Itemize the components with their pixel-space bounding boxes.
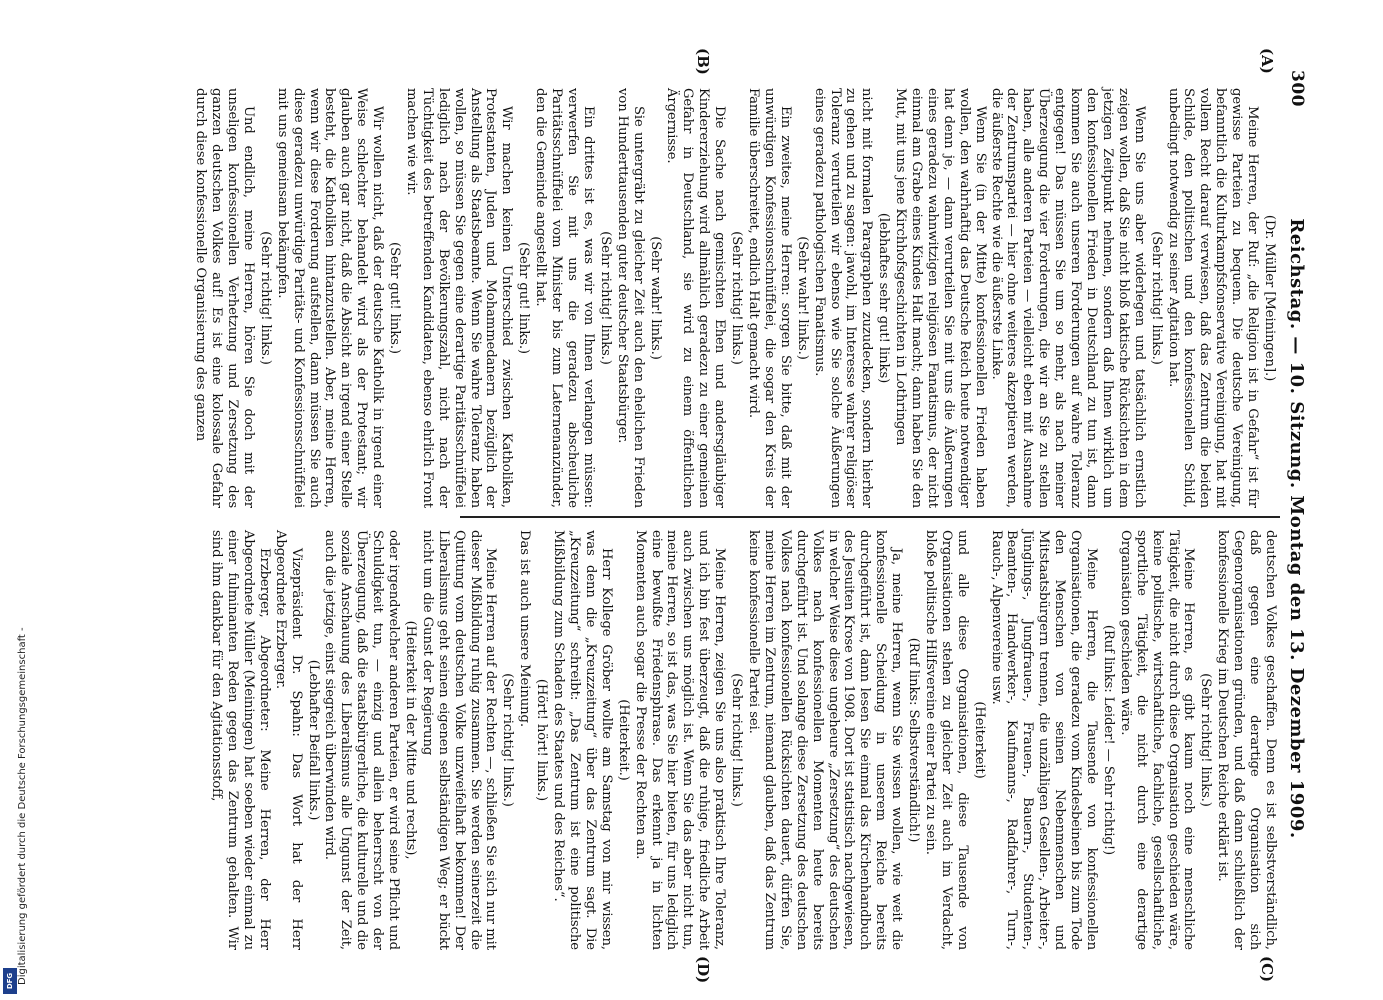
margin-letter-d: (D) — [694, 956, 712, 984]
paragraph: Und endlich, meine Herren, hören Sie doch mit der unseligen konfessionellen Verhetzung und Zersetzung des ganzen deutschen Volkes auf! Es ist eine kolossale Gefahr durch diese konfessionelle Organisierung des ganzen — [193, 88, 256, 508]
interjection: (Sehr wahr! links.) — [794, 236, 810, 360]
right-column — [208, 530, 1278, 950]
interjection: (Sehr richtig! links.) — [500, 673, 516, 807]
paragraph: Die Sache nach gemischten Ehen und andersgläubiger Kindererziehung wird allmählich geradezu zu einer gemeinen Gefahr in Deutschland, sie wird zu einem öffentlichen Ärgernisse. — [664, 88, 728, 508]
paragraph: Wenn Sie uns aber widerlegen und tatsächlich ernstlich zeigen wollen, daß Sie nicht bloß taktische Rücksichten in dem jetzigen Zeitpunkt nehmen, sondern daß Ihnen wirklich um den konfessionellen Frieden in Deutschland zu tun ist, dann kommen Sie auch unseren Forderungen auf wahre Toleranz entgegen! Das müssen Sie um so mehr, als nach meiner Überzeugung die vier Forderungen, die wir an Sie zu stellen haben, alle anderen Parteien — vielleicht eben mit Ausnahme der Zentrumspartei — hier ohne weiteres akzeptieren werden, die äußerste Rechte wie die äußerste Linke. — [988, 88, 1147, 508]
erzberger-statement: Erzberger, Abgeordneter: Meine Herren, der Herr Abgeordnete Müller (Meiningen) hat soeben wieder einmal zu einer fulminanten Reden gegen das Zentrum gehalten. Wir sind ihm dankbar für den Agitationsstoff, — [209, 530, 272, 950]
rotated-page-content — [70, 48, 1310, 984]
interjection: (lebhaftes sehr gut! links) — [876, 212, 892, 384]
interjection: (Sehr richtig! links.) — [1148, 231, 1164, 365]
interjection: (Heiterkeit in der Mitte und rechts), — [402, 620, 418, 860]
paragraph: Ja, meine Herren, wenn Sie wissen wollen, wie weit die konfessionelle Scheidung in unserem Reiche bereits durchgeführt ist, dann lesen Sie einmal das Kirchenhandbuch des Jesuiten Krose von 1908. Dort ist statistisch nachgewiesen, in welcher Weise diese ungeheure „Zersetzung“ des deutschen Volkes nach konfessionellen Momenten heute bereits durchgeführt ist. Und solange diese Zersetzung des deutschen Volkes nach konfessionellen Rücksichten dauert, dürfen Sie, meine Herren im Zentrum, niemand glauben, daß das Zentrum keine konfessionelle Partei sei. — [746, 530, 905, 950]
paragraph: Meine Herren, zeigen Sie uns also praktisch Ihre Toleranz, und ich bin fest überzeugt, daß die ruhige, friedliche Arbeit auch zwischen uns möglich ist. Wenn Sie das aber nicht tun, meine Herren, so ist das, was Sie hier bieten, für uns lediglich eine bewußte Friedensphrase. Das erkennt ja in lichten Momenten auch sogar die Presse der Rechten an. — [632, 530, 728, 950]
left-column — [192, 88, 1278, 508]
interjection: (Ruf links: Leider! — Sehr richtig!) — [1100, 624, 1116, 856]
dfg-logo — [3, 968, 17, 994]
interjection: (Lebhafter Beifall links.) — [305, 659, 321, 821]
column-divider — [460, 516, 1280, 518]
paragraph: Ein drittes ist es, was wir von Ihnen verlangen müssen: verwerfen Sie mit uns die geradezu abscheuliche Paritätsschnüffelei vom Minister bis zum Laternenanzünder, den die Gemeinde angestellt hat. — [533, 88, 596, 508]
interjection: (Sehr wahr! links.) — [647, 236, 663, 360]
interjection: (Sehr richtig! links.) — [1198, 673, 1214, 807]
paragraph: Wir wollen nicht, daß der deutsche Katholik in irgend einer Weise schlechter behandelt wird als der Protestant; wir glauben auch gar nicht, daß die Absicht an irgend einer Stelle besteht, die Katholiken hintanzustellen. Aber, meine Herren, wenn wir diese Forderung aufstellen, dann müssen Sie auch diese geradezu unwürdige Paritäts- und Konfessionsschnüffelei mit uns gemeinsam bekämpfen. — [274, 88, 386, 508]
paragraph: oder irgendwelcher anderen Parteien, er wird seine Pflicht und Schuldigkeit tun, — einzig und allein beherrscht von der Überzeugung, daß die staatsbürgerliche, die kulturelle und die soziale Anschauung des Liberalismus alle Ungunst der Zeit, auch die jetzige, einst siegreich überwinden wird. — [322, 530, 402, 950]
interjection: (Ruf links: Selbstverständlich!) — [906, 637, 922, 843]
margin-letter-a: (A) — [1258, 48, 1276, 74]
paragraph: Wenn Sie (in der Mitte) konfessionellen Frieden haben wollen, den wahrhaftig das Deutsche Reich heute notwendiger hat denn je, — dann verurteilen Sie mit uns die Äußerungen eines geradezu wahnwitzigen religiösen Fanatismus, der nicht einmal am Grabe eines Kindes Halt macht; dann haben Sie den Mut, mit uns jene Kirchhofsgeschichten in Lothringen — [893, 88, 988, 508]
interjection: (Sehr gut! links.) — [516, 242, 532, 354]
paragraph: Meine Herren, es gibt kaum noch eine menschliche Tätigkeit, die nicht durch diese Organisation geschieden wäre, keine politische, wirtschaftliche, fachliche, gesellschaftliche, sportliche Tätigkeit, die nicht durch eine derartige Organisation geschieden wäre. — [1117, 530, 1197, 950]
paragraph: und alle diese Organisationen, diese Tausende von Organisationen stehen zu gleicher Zeit auch im Verdacht, bloße politische Hilfsvereine einer Partei zu sein. — [922, 530, 970, 950]
running-head — [1284, 70, 1310, 950]
page-title: Reichstag. — 10. Sitzung. Montag den 13. Dezember 1909. — [1286, 218, 1308, 839]
interjection: (Hört! hört! links.) — [534, 678, 550, 802]
interjection: (Heiterkeit.) — [615, 699, 631, 781]
interjection: (Sehr richtig! links.) — [257, 231, 273, 365]
interjection: (Sehr richtig! links.) — [729, 231, 745, 365]
margin-letter-b: (B) — [694, 48, 712, 75]
paragraph: Meine Herren auf der Rechten —, schließen Sie sich nur mit dieser Mißbildung ruhig zusammen. Sie werden seinerzeit die Quittung vom deutschen Volke unzweifelhaft bekommen! Der Liberalismus geht seinen eigenen selbständigen Weg; er bückt nicht um die Gunst der Regierung — [419, 530, 499, 950]
paragraph: Meine Herren, die Tausende von konfessionellen Organisationen, die geradezu vom Kindesbeinen bis zum Tode den Menschen von seinen Nebenmenschen und Mitstaatsbürgern trennen, die unzähligen Gesellen-, Arbeiter-, Jünglings-, Jungfrauen-, Frauen-, Bauern-, Studenten-, Beamten-, Handwerker-, Kaufmanns-, Radfahrer-, Turn-, Rauch-, Alpenvereine usw. — [988, 530, 1100, 950]
margin-letter-c: (C) — [1258, 956, 1276, 983]
paragraph: Wir machen keinen Unterschied zwischen Katholiken, Protestanten, Juden und Mohammedanern bezüglich der Anstellung als Staatsbeamte. Wenn Sie wahre Toleranz haben wollen, so müssen Sie gegen eine derartige Paritätsschnüffelei lediglich nach der Bevölkerungszahl, nicht nach der Tüchtigkeit des betreffenden Kandidaten, ebenso ehrlich Front machen wie wir. — [403, 88, 515, 508]
paragraph: deutschen Volkes geschaffen. Denn es ist selbstverständlich, daß gegen eine derartige Organisation sich Gegenorganisationen gründen, und daß dann schließlich der konfessionelle Krieg im Deutschen Reiche erklärt ist. — [1215, 530, 1278, 950]
vice-president-statement: Vizepräsident Dr. Spahn: Das Wort hat der Herr Abgeordnete Erzberger. — [272, 530, 304, 950]
paragraph: Das ist auch unsere Meinung. — [517, 530, 533, 727]
paragraph: Herr Kollege Gröber wollte am Samstag von mir wissen, was denn die „Kreuzzeitung“ über das Zentrum sagt. Die „Kreuzzeitung“ schreibt: „Das Zentrum ist eine politische Mißbildung zum Schaden des Staates und des Reiches“. — [551, 530, 614, 950]
paragraph: Ein zweites, meine Herren: sorgen Sie bitte, daß mit der unwürdigen Konfessionsschnüffelei, die sogar den Kreis der Familie überschreitet, endlich Halt gemacht wird. — [746, 88, 793, 508]
interjection: (Sehr richtig! links.) — [729, 673, 745, 807]
interjection: (Sehr gut! links.) — [387, 242, 403, 354]
dfg-logo-text: DFG — [6, 972, 14, 990]
interjection: (Heiterkeit) — [971, 701, 987, 779]
speaker-line: (Dr. Müller [Meiningen].) — [1262, 214, 1277, 382]
paragraph: Sie untergräbt zu gleicher Zeit auch den ehelichen Frieden von Hunderttausenden guter deutscher Staatsbürger. — [614, 88, 646, 508]
interjection: (Sehr richtig! links.) — [597, 231, 613, 365]
page-number: 300 — [1287, 70, 1307, 107]
paragraph: nicht mit formalen Paragraphen zuzudecken, sondern hierher zu gehen und zu sagen: jawohl, im Interesse wahrer religiöser Toleranz verurteilen wir ebenso wie Sie solche Äußerungen eines geradezu pathologischen Fanatismus. — [811, 88, 875, 508]
paragraph: Meine Herren, der Ruf: „die Religion ist in Gefahr“ ist für gewisse Parteien zu bequem. Die deutsche Vereinigung, befanntlich die Kulturkampfsfonservative Vereinigung, hat mit vollem Recht darauf verwiesen, daß das Zentrum die beiden Schilde, den politischen und den konfessionellen Schild, unbedingt notwendig zu seiner Agitation hat. — [1165, 88, 1261, 508]
digitization-credit: Digitalisierung gefördert durch die Deutsche Forschungsgemeinschaft - — [17, 627, 28, 985]
